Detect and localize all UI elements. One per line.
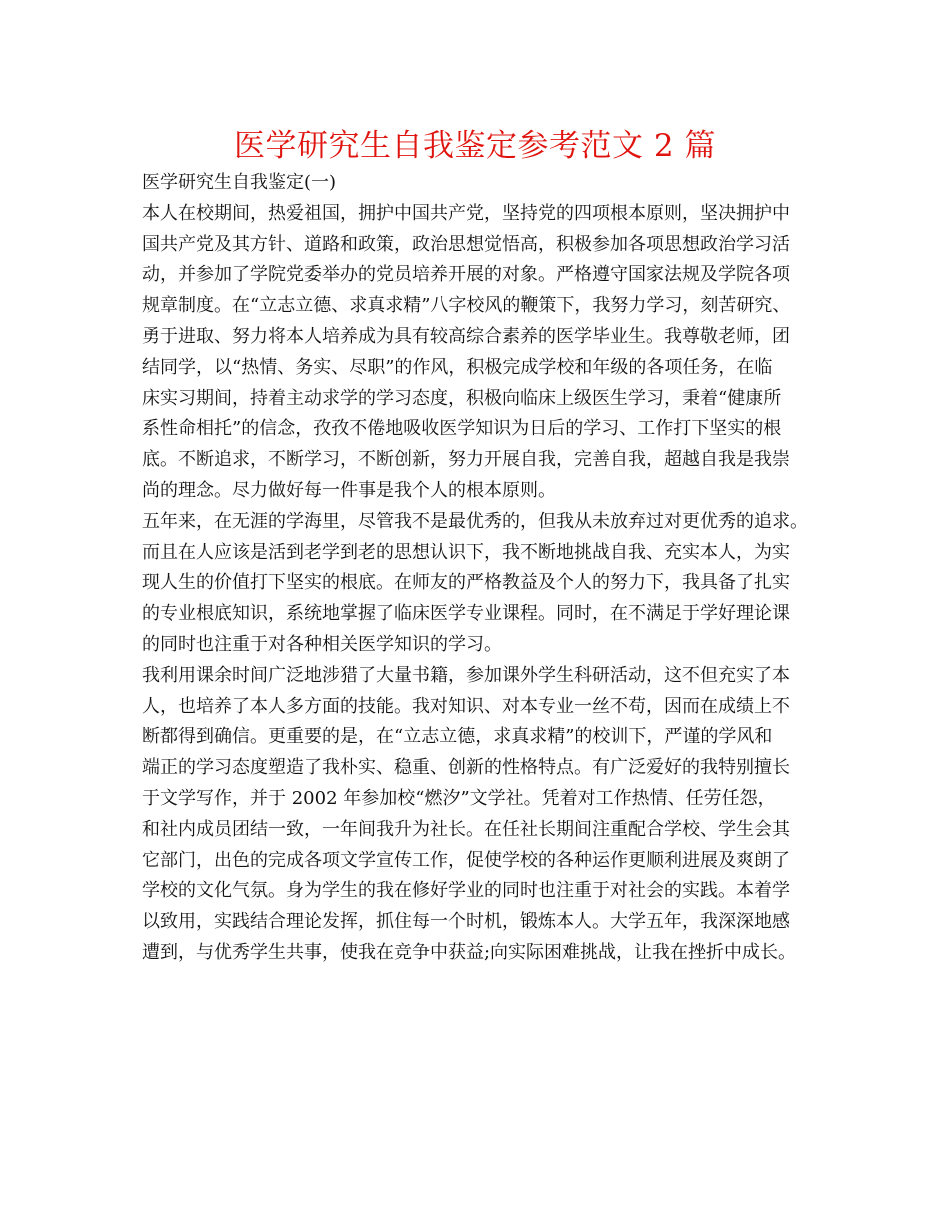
- text-line: 结同学，以“热情、务实、尽职”的作风，积极完成学校和年级的各项任务，在临: [142, 356, 773, 378]
- text-line: 底。不断追求，不断学习，不断创新，努力开展自我，完善自我，超越自我是我崇: [142, 449, 790, 471]
- text-line: 学校的文化气氛。身为学生的我在修好学业的同时也注重于对社会的实践。本着学: [142, 880, 790, 902]
- text-line: 而且在人应该是活到老学到老的思想认识下，我不断地挑战自我、充实本人，为实: [142, 541, 790, 563]
- text-line: 动，并参加了学院党委举办的党员培养开展的对象。严格遵守国家法规及学院各项: [142, 264, 790, 286]
- text-line: 国共产党及其方针、道路和政策，政治思想觉悟高，积极参加各项思想政治学习活: [142, 233, 790, 255]
- text-line: 它部门，出色的完成各项文学宣传工作，促使学校的各种运作更顺利进展及爽朗了: [142, 849, 790, 871]
- text-line: 我利用课余时间广泛地涉猎了大量书籍，参加课外学生科研活动，这不但充实了本: [142, 664, 790, 686]
- text-line: 床实习期间，持着主动求学的学习态度，积极向临床上级医生学习，秉着“健康所: [142, 387, 782, 409]
- text-line: 遭到，与优秀学生共事，使我在竞争中获益;向实际困难挑战，让我在挫折中成长。: [142, 941, 797, 963]
- document-title: 医学研究生自我鉴定参考范文 2 篇: [234, 128, 716, 164]
- text-line: 人，也培养了本人多方面的技能。我对知识、对本专业一丝不苟，因而在成绩上不: [142, 695, 790, 717]
- text-line: 的同时也注重于对各种相关医学知识的学习。: [142, 633, 502, 655]
- text-line: 的专业根底知识，系统地掌握了临床医学专业课程。同时，在不满足于学好理论课: [142, 603, 790, 625]
- text-line: 五年来，在无涯的学海里，尽管我不是最优秀的，但我从未放弃过对更优秀的追求。: [142, 510, 808, 532]
- text-line: 以致用，实践结合理论发挥，抓住每一个时机，锻炼本人。大学五年，我深深地感: [142, 911, 790, 933]
- text-line: 断都得到确信。更重要的是，在“立志立德，求真求精”的校训下，严谨的学风和: [142, 726, 773, 748]
- document-body: [142, 168, 832, 969]
- text-line: 于文学写作，并于 2002 年参加校“燃汐”文学社。凭着对工作热情、任劳任怨，: [142, 787, 776, 809]
- text-line: 端正的学习态度塑造了我朴实、稳重、创新的性格特点。有广泛爱好的我特别擅长: [142, 757, 790, 779]
- text-line: 和社内成员团结一致，一年间我升为社长。在任社长期间注重配合学校、学生会其: [142, 818, 790, 840]
- text-line: 本人在校期间，热爱祖国，拥护中国共产党，坚持党的四项根本原则，坚决拥护中: [142, 202, 790, 224]
- text-line: 勇于进取、努力将本人培养成为具有较高综合素养的医学毕业生。我尊敬老师，团: [142, 325, 790, 347]
- text-line: 现人生的价值打下坚实的根底。在师友的严格教益及个人的努力下，我具备了扎实: [142, 572, 790, 594]
- text-line: 规章制度。在“立志立德、求真求精”八字校风的鞭策下，我努力学习，刻苦研究、: [142, 295, 791, 317]
- text-line: 医学研究生自我鉴定(一): [142, 172, 337, 193]
- text-line: 尚的理念。尽力做好每一件事是我个人的根本原则。: [142, 479, 556, 501]
- text-line: 系性命相托”的信念，孜孜不倦地吸收医学知识为日后的学习、工作打下坚实的根: [142, 418, 782, 440]
